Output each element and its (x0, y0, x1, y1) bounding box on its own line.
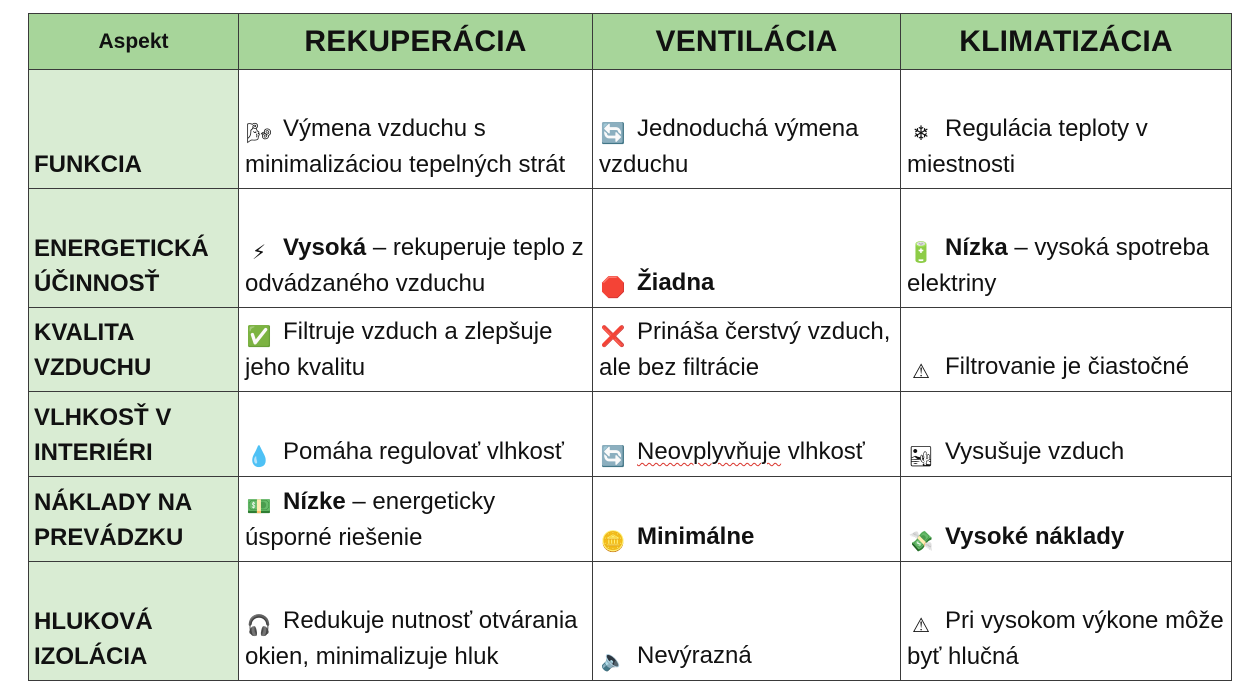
cycle-arrows-icon: 🔄 (600, 446, 626, 468)
cell-klimatizacia (901, 392, 1232, 477)
cell-text: Regulácia teploty v miestnosti (907, 115, 1148, 178)
cell-bold-text: Minimálne (637, 523, 755, 550)
cell-ventilacia (593, 70, 901, 189)
cell-text: – rekuperuje teplo z odvádzaného vzduchu (245, 234, 584, 297)
lightning-icon: ⚡ (251, 242, 267, 264)
cell-rekuperacia (239, 308, 593, 392)
cell-ventilacia (593, 189, 901, 308)
cell-klimatizacia (901, 308, 1232, 392)
cell-bold-text: Nízke (283, 488, 346, 515)
cell-klimatizacia (901, 477, 1232, 562)
cell-rekuperacia (239, 70, 593, 189)
cell-rekuperacia (239, 392, 593, 477)
cell-text: Vysušuje vzduch (945, 438, 1125, 465)
cell-text: Výmena vzduchu s minimalizáciou tepelných strát (245, 115, 566, 178)
cell-text: – energeticky úsporné riešenie (245, 488, 496, 551)
row-aspect-label: HLUKOVÁ IZOLÁCIA (29, 562, 239, 681)
row-aspect-label: NÁKLADY NA PREVÁDZKU (29, 477, 239, 562)
cell-ventilacia (593, 392, 901, 477)
header-rekuperacia: REKUPERÁCIA (239, 14, 593, 70)
header-ventilacia: VENTILÁCIA (593, 14, 901, 70)
header-aspekt: Aspekt (29, 14, 239, 70)
cell-text: Nevýrazná (637, 642, 752, 669)
cell-bold-text: Vysoké náklady (945, 523, 1125, 550)
cell-rekuperacia (239, 477, 593, 562)
row-aspect-label: VLHKOSŤ V INTERIÉRI (29, 392, 239, 477)
cell-ventilacia (593, 562, 901, 681)
cell-klimatizacia (901, 562, 1232, 681)
table-row (29, 562, 1232, 681)
table-row (29, 70, 1232, 189)
cell-text: – vysoká spotreba elektriny (907, 234, 1210, 297)
cell-ventilacia (593, 308, 901, 392)
battery-icon: 🔋 (908, 242, 934, 264)
cycle-arrows-icon: 🔄 (600, 123, 626, 145)
table-row (29, 308, 1232, 392)
warning-icon: ⚠ (912, 615, 930, 637)
speaker-icon: 🔈 (600, 650, 626, 672)
row-aspect-label: ENERGETICKÁ ÚČINNOSŤ (29, 189, 239, 308)
cell-rekuperacia (239, 562, 593, 681)
header-row (29, 14, 1232, 70)
cell-bold-text: Nízka (945, 234, 1008, 261)
cross-mark-icon: ❌ (600, 326, 626, 348)
cell-text: Prináša čerstvý vzduch, ale bez filtrácie (599, 318, 891, 381)
stop-sign-icon: 🛑 (600, 277, 626, 299)
cell-text: Filtrovanie je čiastočné (945, 353, 1190, 380)
droplet-icon: 💧 (246, 446, 272, 468)
check-mark-icon: ✅ (246, 326, 272, 348)
wind-icon: 🌬 (246, 123, 272, 145)
cell-rekuperacia (239, 189, 593, 308)
snowflake-icon: ❄ (912, 123, 930, 145)
cell-text: Jednoduchá výmena vzduchu (599, 115, 859, 178)
cell-klimatizacia (901, 189, 1232, 308)
money-wings-icon: 💸 (908, 531, 934, 553)
cell-text: Redukuje nutnosť otvárania okien, minimalizuje hluk (245, 607, 578, 670)
coin-icon: 🪙 (600, 531, 626, 553)
cell-ventilacia (593, 477, 901, 562)
cell-bold-text: Vysoká (283, 234, 367, 261)
cell-text: Neovplyvňuje vlhkosť (637, 438, 865, 465)
desert-icon: 🏜 (908, 446, 934, 468)
row-aspect-label: FUNKCIA (29, 70, 239, 189)
row-aspect-label: KVALITA VZDUCHU (29, 308, 239, 392)
cell-klimatizacia (901, 70, 1232, 189)
cell-text: Filtruje vzduch a zlepšuje jeho kvalitu (245, 318, 553, 381)
cell-text: Pomáha regulovať vlhkosť (283, 438, 564, 465)
header-klimatizacia: KLIMATIZÁCIA (901, 14, 1232, 70)
table-row (29, 477, 1232, 562)
headphones-icon: 🎧 (246, 615, 272, 637)
cell-bold-text: Žiadna (637, 269, 715, 296)
money-icon: 💵 (246, 496, 272, 518)
table-row (29, 189, 1232, 308)
comparison-table (28, 13, 1232, 681)
cell-text: Pri vysokom výkone môže byť hlučná (907, 607, 1224, 670)
warning-icon: ⚠ (912, 361, 930, 383)
table-row (29, 392, 1232, 477)
